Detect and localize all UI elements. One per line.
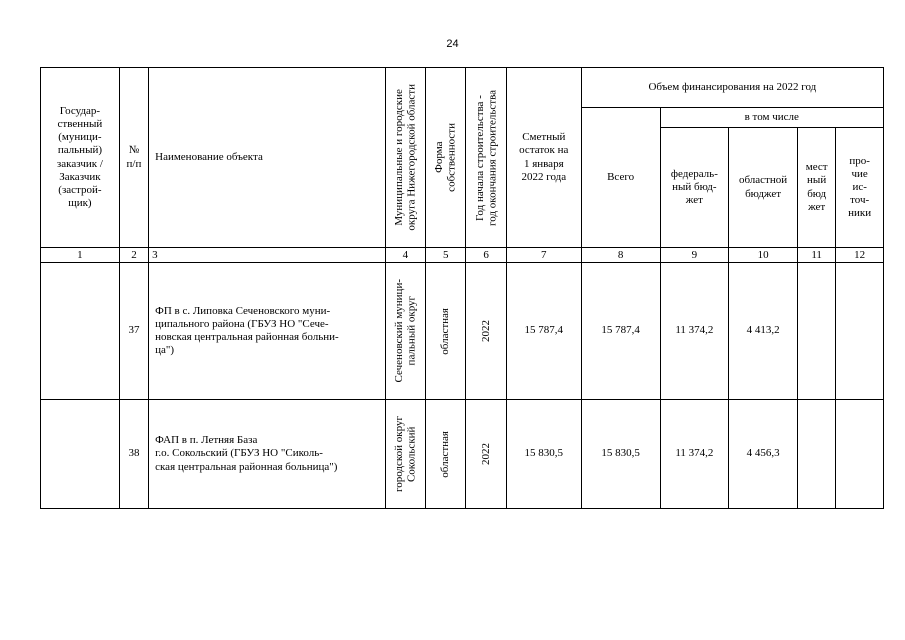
header-remainder-label: Сметный остаток на 1 января 2022 года — [519, 131, 569, 183]
column-number: 7 — [506, 248, 581, 263]
header-customer-label: Государ- ственный (муници- пальный) заказчик / Заказчик (застрой- щик) — [56, 104, 103, 210]
table-row — [41, 400, 884, 509]
column-number: 2 — [119, 248, 148, 263]
header-ownership — [426, 68, 466, 248]
header-municipality — [385, 68, 425, 248]
header-local — [797, 128, 835, 248]
cell-years — [466, 400, 506, 509]
cell-number: 37 — [119, 263, 148, 400]
cell-municipality — [385, 263, 425, 400]
header-number — [119, 68, 148, 248]
header-total — [581, 108, 660, 248]
cell-object-name — [149, 263, 386, 400]
column-numbers-row — [41, 248, 884, 263]
cell-other — [836, 400, 884, 509]
header-regional — [729, 128, 798, 248]
header-including-label: в том числе — [744, 110, 799, 123]
header-funding-group — [581, 68, 883, 108]
cell-ownership-text: областная — [439, 307, 452, 355]
cell-ownership — [426, 400, 466, 509]
column-number: 8 — [581, 248, 660, 263]
column-number: 11 — [797, 248, 835, 263]
financing-table — [40, 67, 884, 509]
header-customer — [41, 68, 120, 248]
header-other-label: про- чие ис- точ- ники — [848, 154, 872, 220]
column-number: 9 — [660, 248, 729, 263]
cell-number: 38 — [119, 400, 148, 509]
header-remainder — [506, 68, 581, 248]
header-federal-label: федераль- ный бюд- жет — [670, 167, 718, 207]
header-object-name — [149, 68, 386, 248]
column-number: 5 — [426, 248, 466, 263]
cell-ownership-text: областная — [439, 430, 452, 478]
cell-remainder: 15 787,4 — [506, 263, 581, 400]
column-number: 6 — [466, 248, 506, 263]
header-years-label: Год начала строительства - год окончания строительства — [473, 89, 499, 226]
cell-object-name-text: ФАП в п. Летняя База г.о. Сокольский (ГБУЗ НО "Сиколь- ская центральная районная больница") — [155, 434, 338, 473]
cell-federal: 11 374,2 — [660, 263, 729, 400]
cell-municipality-text: Сеченовский муници- пальный округ — [392, 279, 418, 383]
cell-object-name-text: ФП в с. Липовка Сеченовского муни- ципального района (ГБУЗ НО "Сече- новская центральная районная больни- ца") — [155, 304, 339, 357]
cell-federal: 11 374,2 — [660, 400, 729, 509]
page-number: 24 — [446, 38, 459, 50]
header-municipality-label: Муниципальные и городские округа Нижегородской области — [392, 84, 418, 231]
header-row-top — [41, 68, 884, 108]
cell-years — [466, 263, 506, 400]
header-federal — [660, 128, 729, 248]
header-other — [836, 128, 884, 248]
header-ownership-label: Форма собственности — [433, 123, 458, 192]
header-number-label: № п/п — [126, 144, 142, 170]
column-number: 12 — [836, 248, 884, 263]
cell-customer — [41, 263, 120, 400]
table-row — [41, 263, 884, 400]
cell-municipality — [385, 400, 425, 509]
cell-total: 15 830,5 — [581, 400, 660, 509]
header-funding-group-label: Объем финансирования на 2022 год — [648, 80, 817, 93]
cell-local — [797, 263, 835, 400]
header-object-name-label: Наименование объекта — [155, 150, 263, 163]
column-number: 3 — [149, 248, 386, 263]
cell-regional: 4 456,3 — [729, 400, 798, 509]
cell-other — [836, 263, 884, 400]
cell-object-name — [149, 400, 386, 509]
cell-years-text: 2022 — [479, 320, 492, 342]
cell-remainder: 15 830,5 — [506, 400, 581, 509]
cell-years-text: 2022 — [479, 443, 492, 465]
cell-municipality-text: городской округ Сокольский — [392, 415, 418, 493]
header-including — [660, 108, 884, 128]
cell-customer — [41, 400, 120, 509]
header-regional-label: областной бюджет — [738, 174, 788, 200]
cell-total: 15 787,4 — [581, 263, 660, 400]
column-number: 1 — [41, 248, 120, 263]
cell-regional: 4 413,2 — [729, 263, 798, 400]
header-local-label: мест ный бюд жет — [805, 161, 828, 213]
header-years — [466, 68, 506, 248]
column-number: 4 — [385, 248, 425, 263]
cell-local — [797, 400, 835, 509]
header-total-label: Всего — [607, 170, 635, 183]
column-number: 10 — [729, 248, 798, 263]
cell-ownership — [426, 263, 466, 400]
